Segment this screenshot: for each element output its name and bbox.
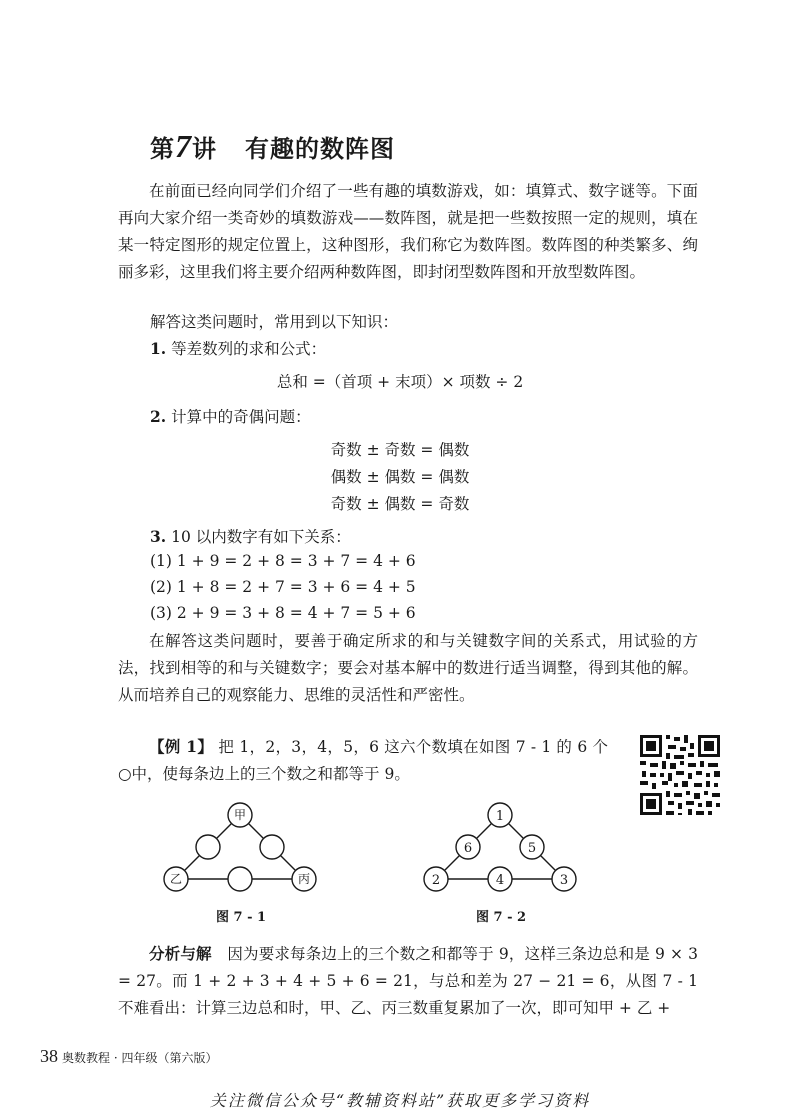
relation-2: (2) 1 + 8 = 2 + 7 = 3 + 6 = 4 + 5 <box>150 578 416 596</box>
knowledge-3-label: 3. <box>150 527 167 546</box>
fig1-circle-bottom-mid <box>228 867 252 891</box>
footer-note: 关注微信公众号“教辅资料站”获取更多学习资料 <box>209 1091 591 1110</box>
knowledge-1-label: 1. <box>150 339 167 358</box>
example-1 <box>118 733 608 788</box>
advice-paragraph: 在解答这类问题时，要善于确定所求的和与关键数字间的关系式，用试验的方法，找到相等的和与关键数字；要会对基本解中的数进行适当调整，得到其他的解。从而培养自己的观察能力、思维的灵活性和严密性。 <box>118 632 698 704</box>
knowledge-3-text: 10 以内数字有如下关系： <box>171 528 351 546</box>
page-number: 38 <box>40 1046 58 1066</box>
analysis-label: 分析与解 <box>149 944 212 963</box>
analysis-paragraph <box>118 940 698 1022</box>
page-footer <box>40 1046 217 1067</box>
sum-formula: 总和 =（首项 + 末项）× 项数 ÷ 2 <box>276 373 524 391</box>
fig2-value-left-mid: 6 <box>463 841 473 856</box>
fig1-circle-right-mid <box>260 835 284 859</box>
knowledge-1-text: 等差数列的求和公式： <box>171 340 327 358</box>
intro-paragraph: 在前面已经向同学们介绍了一些有趣的填数游戏，如：填算式、数字谜等。下面再向大家介绍一类奇妙的填数游戏——数阵图，就是把一些数按照一定的规则，填在某一特定图形的规定位置上，这种图形，我们称它为数阵图。数阵图的种类繁多、绚丽多彩，这里我们将主要介绍两种数阵图，即封闭型数阵图和开放型数阵图。 <box>118 182 698 281</box>
lecture-suffix: 讲 <box>192 134 217 163</box>
knowledge-intro: 解答这类问题时，常用到以下知识： <box>150 313 399 331</box>
fig1-label-top: 甲 <box>233 808 247 822</box>
knowledge-2-label: 2. <box>150 407 167 426</box>
fig1-label-left: 乙 <box>169 872 183 886</box>
relation-3: (3) 2 + 9 = 3 + 8 = 4 + 7 = 5 + 6 <box>150 604 416 622</box>
knowledge-1 <box>150 337 326 359</box>
lecture-prefix: 第 <box>150 134 175 163</box>
knowledge-2-text: 计算中的奇偶问题： <box>171 408 311 426</box>
fig1-circle-left-mid <box>196 835 220 859</box>
fig2-value-bottom-right: 3 <box>559 873 569 888</box>
figure-7-2 <box>415 795 585 900</box>
fig2-value-bottom-mid: 4 <box>495 873 505 888</box>
fig2-value-top: 1 <box>495 809 505 824</box>
example-text: 把 1，2，3，4，5，6 这六个数填在如图 7 - 1 的 6 个○中，使每条边上的三个数之和都等于 9。 <box>118 738 608 783</box>
fig2-value-right-mid: 5 <box>527 841 537 856</box>
analysis-text: 因为要求每条边上的三个数之和都等于 9，这样三条边总和是 9 × 3 = 27。而 1 + 2 + 3 + 4 + 5 + 6 = 21，与总和差为 27 − 21 = 6，从图 7 - 1 不难看出：计算三边总和时，甲、乙、丙三数重复累加了一次，即可知甲 + 乙 + <box>118 945 698 1017</box>
figure-7-1 <box>155 795 325 900</box>
lecture-title <box>150 128 395 165</box>
figure-7-1-caption: 图 7 - 1 <box>216 910 267 925</box>
parity-rule-1: 奇数 ± 奇数 = 偶数 <box>330 441 470 459</box>
fig1-label-right: 丙 <box>297 872 311 886</box>
parity-rule-3: 奇数 ± 偶数 = 奇数 <box>330 495 470 513</box>
relation-1: (1) 1 + 9 = 2 + 8 = 3 + 7 = 4 + 6 <box>150 552 416 570</box>
knowledge-2 <box>150 405 311 427</box>
knowledge-3 <box>150 525 351 547</box>
lecture-name: 有趣的数阵图 <box>245 134 395 163</box>
figure-7-2-caption: 图 7 - 2 <box>476 910 527 925</box>
qr-code <box>638 733 722 817</box>
book-title: 奥数教程 · 四年级（第六版） <box>62 1051 218 1065</box>
parity-rule-2: 偶数 ± 偶数 = 偶数 <box>330 468 470 486</box>
lecture-number: 7 <box>175 128 192 164</box>
example-label: 【例 1】 <box>149 737 214 756</box>
fig2-value-bottom-left: 2 <box>431 873 441 888</box>
